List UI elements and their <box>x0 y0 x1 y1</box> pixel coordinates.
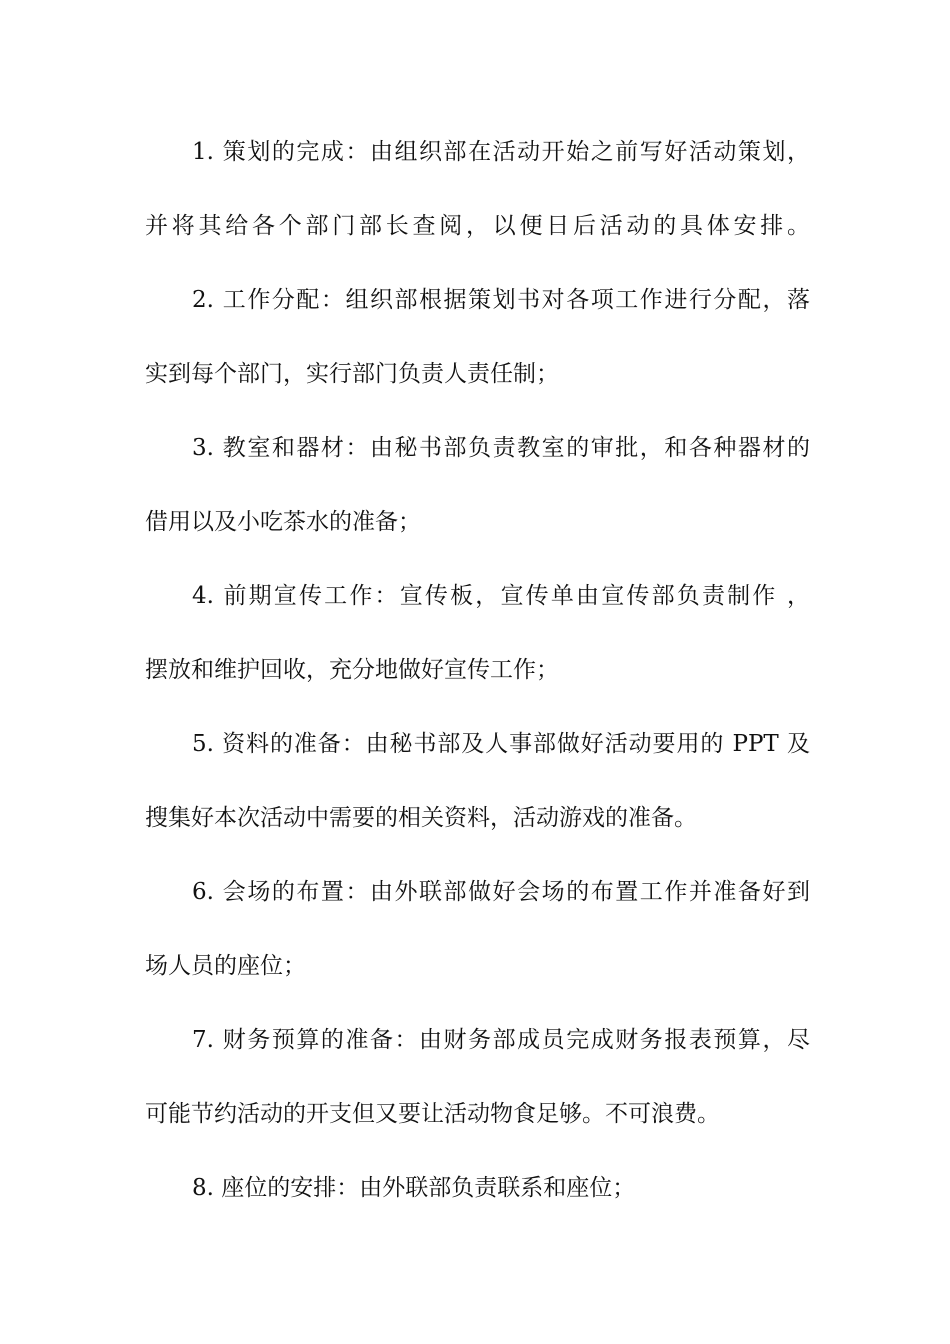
paragraph-5-line-1: 5. 资料的准备：由秘书部及人事部做好活动要用的 PPT 及 <box>192 731 810 757</box>
paragraph-1-line-2: 并将其给各个部门部长查阅，以便日后活动的具体安排。 <box>145 213 810 239</box>
paragraph-4-line-1: 4. 前期宣传工作：宣传板，宣传单由宣传部负责制作 ， <box>192 583 810 609</box>
paragraph-1-line-1: 1. 策划的完成：由组织部在活动开始之前写好活动策划， <box>192 139 810 165</box>
paragraph-7-line-1: 7. 财务预算的准备：由财务部成员完成财务报表预算，尽 <box>192 1027 810 1053</box>
paragraph-7-line-2: 可能节约活动的开支但又要让活动物食足够。不可浪费。 <box>145 1101 720 1127</box>
paragraph-6-line-1: 6. 会场的布置：由外联部做好会场的布置工作并准备好到 <box>192 879 810 905</box>
paragraph-5-line-2: 搜集好本次活动中需要的相关资料，活动游戏的准备。 <box>145 805 697 831</box>
paragraph-3-line-1: 3. 教室和器材：由秘书部负责教室的审批，和各种器材的 <box>192 435 810 461</box>
paragraph-6-line-2: 场人员的座位； <box>145 953 306 979</box>
paragraph-4-line-2: 摆放和维护回收，充分地做好宣传工作； <box>145 657 559 683</box>
paragraph-3-line-2: 借用以及小吃茶水的准备； <box>145 509 421 535</box>
paragraph-2-line-1: 2. 工作分配：组织部根据策划书对各项工作进行分配，落 <box>192 287 810 313</box>
paragraph-8-line-1: 8. 座位的安排：由外联部负责联系和座位； <box>192 1175 636 1201</box>
paragraph-2-line-2: 实到每个部门，实行部门负责人责任制； <box>145 361 559 387</box>
